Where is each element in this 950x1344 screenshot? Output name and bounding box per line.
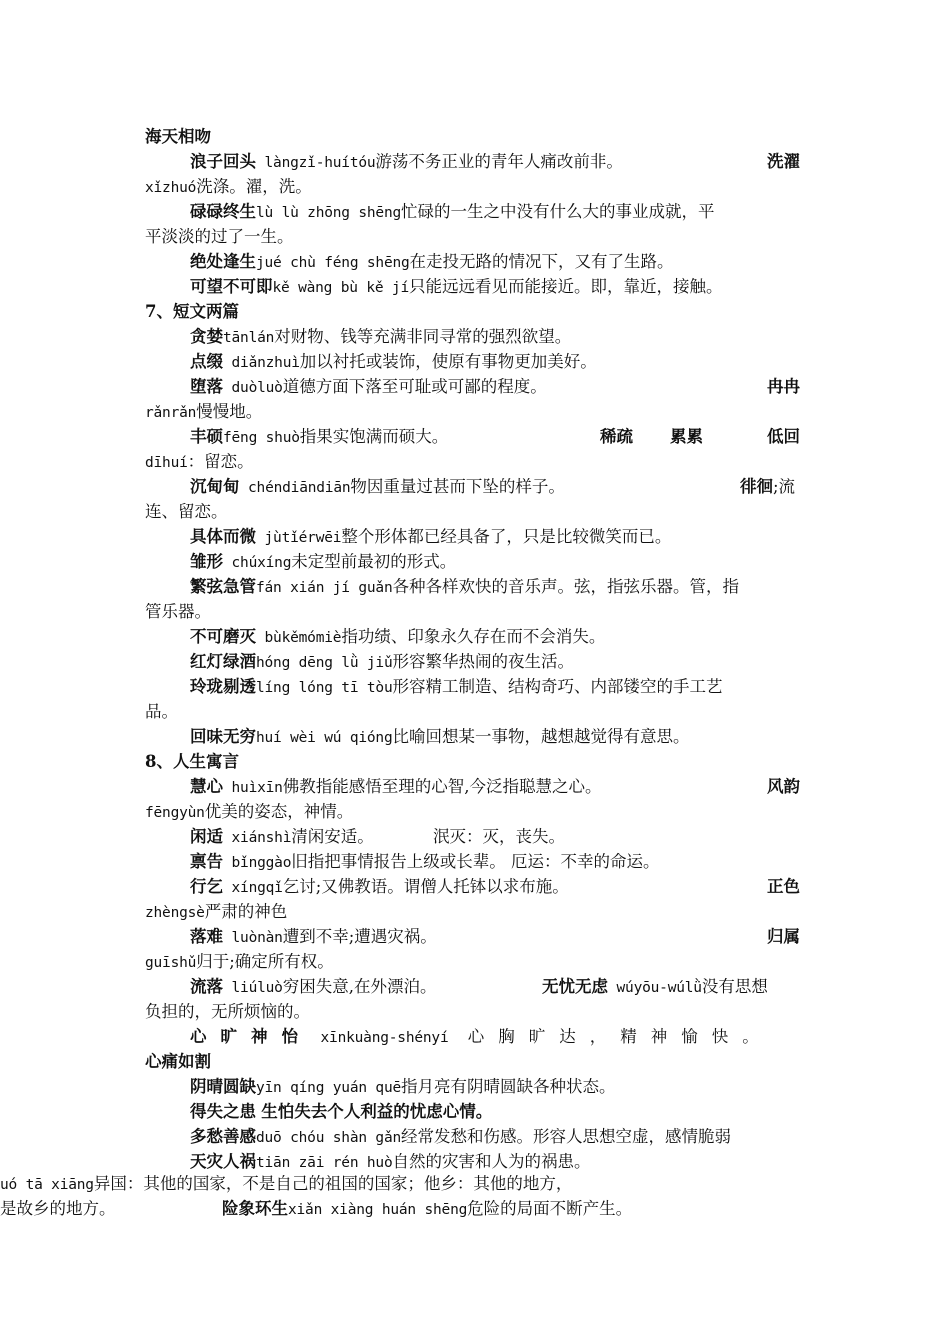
definition: 连、留恋。 [145, 502, 228, 521]
pinyin: lù lù zhōng shēng [256, 205, 402, 221]
definition: 形容精工制造、结构奇巧、内部镂空的手工艺 [392, 677, 723, 696]
text-line [145, 125, 211, 149]
text-line [767, 375, 800, 399]
definition: 遭到不幸;遭遇灾祸。 [282, 927, 437, 946]
definition: 乞讨;又佛教语。谓僧人托钵以求布施。 [282, 877, 569, 896]
text-line [767, 875, 800, 899]
pinyin: dīhuí [145, 455, 188, 471]
text-line [145, 500, 228, 524]
definition: 慢慢地。 [196, 402, 263, 421]
term: 红灯绿酒 [190, 652, 256, 671]
pinyin: diǎnzhuì [223, 355, 300, 371]
term: 禀告 [190, 852, 223, 871]
term: 无忧无虑 [542, 977, 608, 996]
text-line [145, 950, 334, 974]
term: 闲适 [190, 827, 223, 846]
term: 心痛如割 [145, 1052, 211, 1071]
text-line [190, 850, 660, 874]
definition: 整个形体都已经具备了，只是比较微笑而已。 [341, 527, 672, 546]
text-line [190, 925, 437, 949]
text-line [145, 1000, 310, 1024]
text-line [190, 275, 722, 299]
definition: 指月亮有阴晴圆缺各种状态。 [401, 1077, 616, 1096]
pinyin: jué chù féng shēng [256, 255, 410, 271]
text-line [190, 425, 448, 449]
pinyin: uó tā xiāng [0, 1177, 94, 1193]
text-line [190, 550, 456, 574]
definition: 只能远远看见而能接近。即，靠近，接触。 [408, 277, 723, 296]
term: 险象环生 [222, 1199, 288, 1218]
term: 行乞 [190, 877, 223, 896]
text-line [145, 700, 178, 724]
term: 多愁善感 [190, 1127, 256, 1146]
term: 7、短文两篇 [145, 302, 239, 321]
definition: 经常发愁和伤感。形容人思想空虚，感情脆弱 [401, 1127, 732, 1146]
definition: 品。 [145, 702, 178, 721]
text-line [767, 775, 800, 799]
term: 低回 [767, 427, 800, 446]
text-line [145, 900, 287, 924]
pinyin: luònàn [223, 930, 283, 946]
pinyin: tiān zāi rén huò [256, 1155, 393, 1171]
pinyin: xǐzhuó [145, 180, 197, 196]
text-line [145, 225, 294, 249]
definition: 各种各样欢快的音乐声。弦，指弦乐器。管，指 [392, 577, 739, 596]
term: 徘徊 [740, 477, 773, 496]
definition: 旧指把事情报告上级或长辈。 厄运：不幸的命运。 [291, 852, 660, 871]
term: 阴晴圆缺 [190, 1077, 256, 1096]
definition: 归于;确定所有权。 [196, 952, 334, 971]
definition: 没有思想 [701, 977, 768, 996]
text-line [433, 825, 565, 849]
definition: 平淡淡的过了一生。 [145, 227, 294, 246]
text-line [767, 925, 800, 949]
term: 洗濯 [767, 152, 800, 171]
text-line [767, 425, 800, 449]
term: 回味无穷 [190, 727, 256, 746]
pinyin: bǐnggào [223, 855, 292, 871]
term: 稀疏 [600, 427, 633, 446]
text-line [767, 150, 800, 174]
text-line [145, 400, 262, 424]
definition: 异国：其他的国家，不是自己的祖国的国家；他乡：其他的地方， [93, 1174, 573, 1193]
term: 雏形 [190, 552, 223, 571]
text-line [190, 775, 601, 799]
pinyin: wúyōu-wúlǜ [608, 980, 702, 996]
pinyin: líng lóng tī tòu [256, 680, 393, 696]
definition: 指果实饱满而硕大。 [299, 427, 449, 446]
definition: 心胸旷达，精神愉快。 [448, 1027, 773, 1046]
term: 丰硕 [190, 427, 223, 446]
text-line [190, 250, 674, 274]
pinyin: xiánshì [223, 830, 292, 846]
text-line [145, 750, 239, 774]
text-line [190, 150, 623, 174]
text-line [145, 300, 239, 324]
term: 沉甸甸 [190, 477, 240, 496]
pinyin: kě wàng bù kě jí [272, 280, 409, 296]
term: 归属 [767, 927, 800, 946]
definition: 自然的灾害和人为的祸患。 [392, 1152, 591, 1171]
text-line [190, 475, 565, 499]
pinyin: chúxíng [223, 555, 292, 571]
text-line [190, 875, 569, 899]
term: 不可磨灭 [190, 627, 256, 646]
text-line [190, 1100, 492, 1124]
term: 贪婪 [190, 327, 223, 346]
definition: 加以衬托或装饰，使原有事物更加美好。 [299, 352, 597, 371]
pinyin: jùtǐérwēi [256, 530, 342, 546]
definition: 比喻回想某一事物，越想越觉得有意思。 [392, 727, 690, 746]
text-line [190, 625, 605, 649]
text-line [190, 825, 374, 849]
pinyin: fán xián jí guǎn [256, 580, 393, 596]
term: 繁弦急管 [190, 577, 256, 596]
pinyin: chéndiāndiān [239, 480, 351, 496]
text-line [190, 725, 689, 749]
pinyin: tānlán [223, 330, 275, 346]
definition: 洗涤。濯，洗。 [196, 177, 312, 196]
term: 玲珑剔透 [190, 677, 256, 696]
definition: 形容繁华热闹的夜生活。 [392, 652, 574, 671]
text-line [190, 1150, 590, 1174]
definition: 佛教指能感悟至理的心智,今泛指聪慧之心。 [282, 777, 602, 796]
term: 可望不可即 [190, 277, 273, 296]
text-line [190, 375, 547, 399]
pinyin: làngzǐ-huítóu [256, 155, 376, 171]
text-line [190, 675, 722, 699]
definition: 物因重量过甚而下坠的样子。 [350, 477, 565, 496]
term: 慧心 [190, 777, 223, 796]
term: 生怕失去个人利益的忧虑心情。 [261, 1102, 493, 1121]
text-line [190, 525, 671, 549]
term: 心旷神怡 [190, 1027, 312, 1046]
text-line [190, 325, 571, 349]
pinyin: bùkěmómiè [256, 630, 342, 646]
definition: 危险的局面不断产生。 [467, 1199, 633, 1218]
pinyin: duòluò [223, 380, 283, 396]
definition: 是故乡的地方。 [0, 1199, 116, 1218]
pinyin: xiǎn xiàng huán shēng [288, 1202, 468, 1218]
term: 碌碌终生 [190, 202, 256, 221]
term: 海天相吻 [145, 127, 211, 146]
definition: 对财物、钱等充满非同寻常的强烈欲望。 [274, 327, 572, 346]
term: 冉冉 [767, 377, 800, 396]
term: 累累 [670, 427, 703, 446]
definition: 忙碌的一生之中没有什么大的事业成就，平 [401, 202, 715, 221]
pinyin: zhèngsè [145, 905, 205, 921]
pinyin: huí wèi wú qióng [256, 730, 393, 746]
pinyin: liúluò [223, 980, 283, 996]
definition: 严肃的神色 [204, 902, 288, 921]
definition: ;流 [773, 477, 796, 496]
definition: 在走投无路的情况下，又有了生路。 [409, 252, 674, 271]
definition: 道德方面下落至可耻或可鄙的程度。 [282, 377, 547, 396]
text-line [190, 1075, 616, 1099]
text-line [190, 350, 597, 374]
text-line [190, 575, 739, 599]
pinyin: fēng shuò [223, 430, 300, 446]
term: 得失之患 [190, 1102, 256, 1121]
term: 流落 [190, 977, 223, 996]
text-line [190, 1125, 731, 1149]
text-line [145, 450, 254, 474]
term: 绝处逢生 [190, 252, 256, 271]
definition: 未定型前最初的形式。 [291, 552, 457, 571]
text-line [190, 650, 574, 674]
term: 8、人生寓言 [145, 752, 239, 771]
definition: 管乐器。 [145, 602, 211, 621]
pinyin: duō chóu shàn gǎn [256, 1130, 402, 1146]
pinyin: hóng dēng lǜ jiǔ [256, 655, 393, 671]
pinyin: guīshǔ [145, 955, 197, 971]
text-line [145, 800, 353, 824]
term: 天灾人祸 [190, 1152, 256, 1171]
definition: ：留恋。 [187, 452, 254, 471]
text-line [145, 600, 211, 624]
term: 具体而微 [190, 527, 256, 546]
text-line [190, 975, 436, 999]
term: 浪子回头 [190, 152, 256, 171]
pinyin: yīn qíng yuán quē [256, 1080, 402, 1096]
term: 风韵 [767, 777, 800, 796]
text-line [740, 475, 795, 499]
text-line [145, 1050, 211, 1074]
text-line [190, 200, 715, 224]
pinyin: huìxīn [223, 780, 283, 796]
text-line [0, 1197, 116, 1221]
definition: 指功绩、印象永久存在而不会消失。 [341, 627, 606, 646]
pinyin: xíngqǐ [223, 880, 283, 896]
text-line [222, 1197, 632, 1221]
definition: 负担的，无所烦恼的。 [145, 1002, 310, 1021]
term: 正色 [767, 877, 800, 896]
text-line [190, 1025, 773, 1049]
text-line [600, 425, 633, 449]
pinyin: fēngyùn [145, 805, 205, 821]
definition: 穷困失意,在外漂泊。 [282, 977, 437, 996]
term: 堕落 [190, 377, 223, 396]
definition: 游荡不务正业的青年人痛改前非。 [375, 152, 623, 171]
definition: 优美的姿态，神情。 [204, 802, 354, 821]
definition: 泯灭：灭，丧失。 [433, 827, 565, 846]
text-line [670, 425, 703, 449]
pinyin: rǎnrǎn [145, 405, 197, 421]
definition: 清闲安适。 [291, 827, 374, 846]
text-line [0, 1172, 572, 1196]
term: 落难 [190, 927, 223, 946]
pinyin: xīnkuàng-shényí [312, 1030, 449, 1046]
term: 点缀 [190, 352, 223, 371]
text-line [145, 175, 312, 199]
text-line [542, 975, 768, 999]
